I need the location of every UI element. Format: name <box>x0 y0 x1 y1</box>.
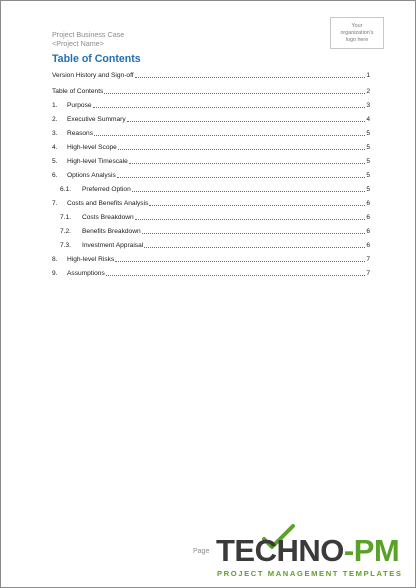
toc-dot-leader <box>93 107 366 108</box>
toc-dot-leader <box>144 247 365 248</box>
toc-entry-label: High-level Timescale <box>67 158 128 165</box>
toc-entry[interactable] <box>52 71 370 80</box>
toc-dot-leader <box>142 233 366 234</box>
toc-entry[interactable] <box>52 87 370 96</box>
toc-dot-leader <box>129 163 365 164</box>
toc-dot-leader <box>135 219 366 220</box>
toc-entry-page: 5 <box>366 144 370 151</box>
toc-entry-page: 6 <box>366 242 370 249</box>
toc-dot-leader <box>106 275 366 276</box>
toc-entry-page: 4 <box>366 116 370 123</box>
toc-entry-number: 6.1. <box>60 186 71 193</box>
toc-entry-number: 3. <box>52 130 58 137</box>
toc-entry[interactable] <box>52 269 370 278</box>
logo-placeholder <box>330 17 384 49</box>
logo-placeholder-line: organization's <box>340 29 374 36</box>
toc-dot-leader <box>127 121 366 122</box>
toc-entry[interactable] <box>52 101 370 110</box>
toc-dot-leader <box>117 177 366 178</box>
page-label: Page <box>193 548 210 555</box>
toc-entry-label: Table of Contents <box>52 88 104 95</box>
toc-entry-page: 6 <box>366 200 370 207</box>
toc-entry-label: Options Analysis <box>67 172 116 179</box>
toc-entry[interactable] <box>60 213 370 222</box>
toc-entry-page: 1 <box>366 72 370 79</box>
toc-entry-label: Investment Appraisal <box>82 242 144 249</box>
document-title: Project Business Case <box>52 30 125 39</box>
toc-entry-label: Purpose <box>67 102 92 109</box>
toc-entry-number: 7.2. <box>60 228 71 235</box>
toc-entry[interactable] <box>52 129 370 138</box>
toc-entry-label: Preferred Option <box>82 186 131 193</box>
toc-entry-number: 6. <box>52 172 58 179</box>
toc-entry[interactable] <box>52 157 370 166</box>
toc-entry-label: Version History and Sign-off <box>52 72 134 79</box>
project-name: <Project Name> <box>52 39 104 48</box>
toc-entry-page: 5 <box>366 186 370 193</box>
toc-entry-label: High-level Risks <box>67 256 115 263</box>
toc-entry-page: 5 <box>366 172 370 179</box>
toc-dot-leader <box>132 191 366 192</box>
toc-dot-leader <box>135 77 366 78</box>
toc-entry[interactable] <box>52 171 370 180</box>
toc-entry-label: Executive Summary <box>67 116 126 123</box>
brand-name <box>216 534 399 568</box>
brand-tagline: PROJECT MANAGEMENT TEMPLATES <box>217 569 403 578</box>
toc-entry-page: 2 <box>366 88 370 95</box>
toc-entry-page: 6 <box>366 214 370 221</box>
toc-entry-label: Reasons <box>67 130 94 137</box>
brand-name-part: TECH <box>216 533 299 568</box>
toc-entry[interactable] <box>60 227 370 236</box>
toc-entry-label: Costs and Benefits Analysis <box>67 200 149 207</box>
toc-entry-page: 6 <box>366 228 370 235</box>
toc-entry[interactable] <box>52 255 370 264</box>
toc-entry-label: Costs Breakdown <box>82 214 134 221</box>
toc-entry[interactable] <box>60 185 370 194</box>
toc-dot-leader <box>149 205 365 206</box>
toc-entry-number: 4. <box>52 144 58 151</box>
toc-entry-number: 1. <box>52 102 58 109</box>
toc-entry[interactable] <box>52 199 370 208</box>
toc-entry-page: 5 <box>366 158 370 165</box>
toc-entry[interactable] <box>60 241 370 250</box>
toc-entry-number: 7.3. <box>60 242 71 249</box>
toc-entry-number: 5. <box>52 158 58 165</box>
toc-dot-leader <box>104 93 365 94</box>
brand-name-part: NO <box>298 533 344 568</box>
toc-entry-label: Assumptions <box>67 270 105 277</box>
logo-placeholder-line: logo here <box>345 36 369 43</box>
toc-entry-page: 3 <box>366 102 370 109</box>
toc-entry[interactable] <box>52 143 370 152</box>
toc-entry[interactable] <box>52 115 370 124</box>
toc-dot-leader <box>118 149 365 150</box>
toc-entry-page: 7 <box>366 256 370 263</box>
toc-entry-page: 5 <box>366 130 370 137</box>
brand-logo <box>216 534 406 582</box>
toc-entry-page: 7 <box>366 270 370 277</box>
toc-entry-number: 7. <box>52 200 58 207</box>
toc-entry-number: 7.1. <box>60 214 71 221</box>
logo-placeholder-line: Your <box>351 22 363 29</box>
toc-entry-number: 9. <box>52 270 58 277</box>
toc-entry-number: 8. <box>52 256 58 263</box>
toc-entry-number: 2. <box>52 116 58 123</box>
toc-entry-label: Benefits Breakdown <box>82 228 141 235</box>
toc-dot-leader <box>115 261 365 262</box>
toc-heading: Table of Contents <box>52 53 141 65</box>
toc-dot-leader <box>94 135 365 136</box>
brand-name-part: -PM <box>343 533 400 568</box>
toc-entry-label: High-level Scope <box>67 144 117 151</box>
